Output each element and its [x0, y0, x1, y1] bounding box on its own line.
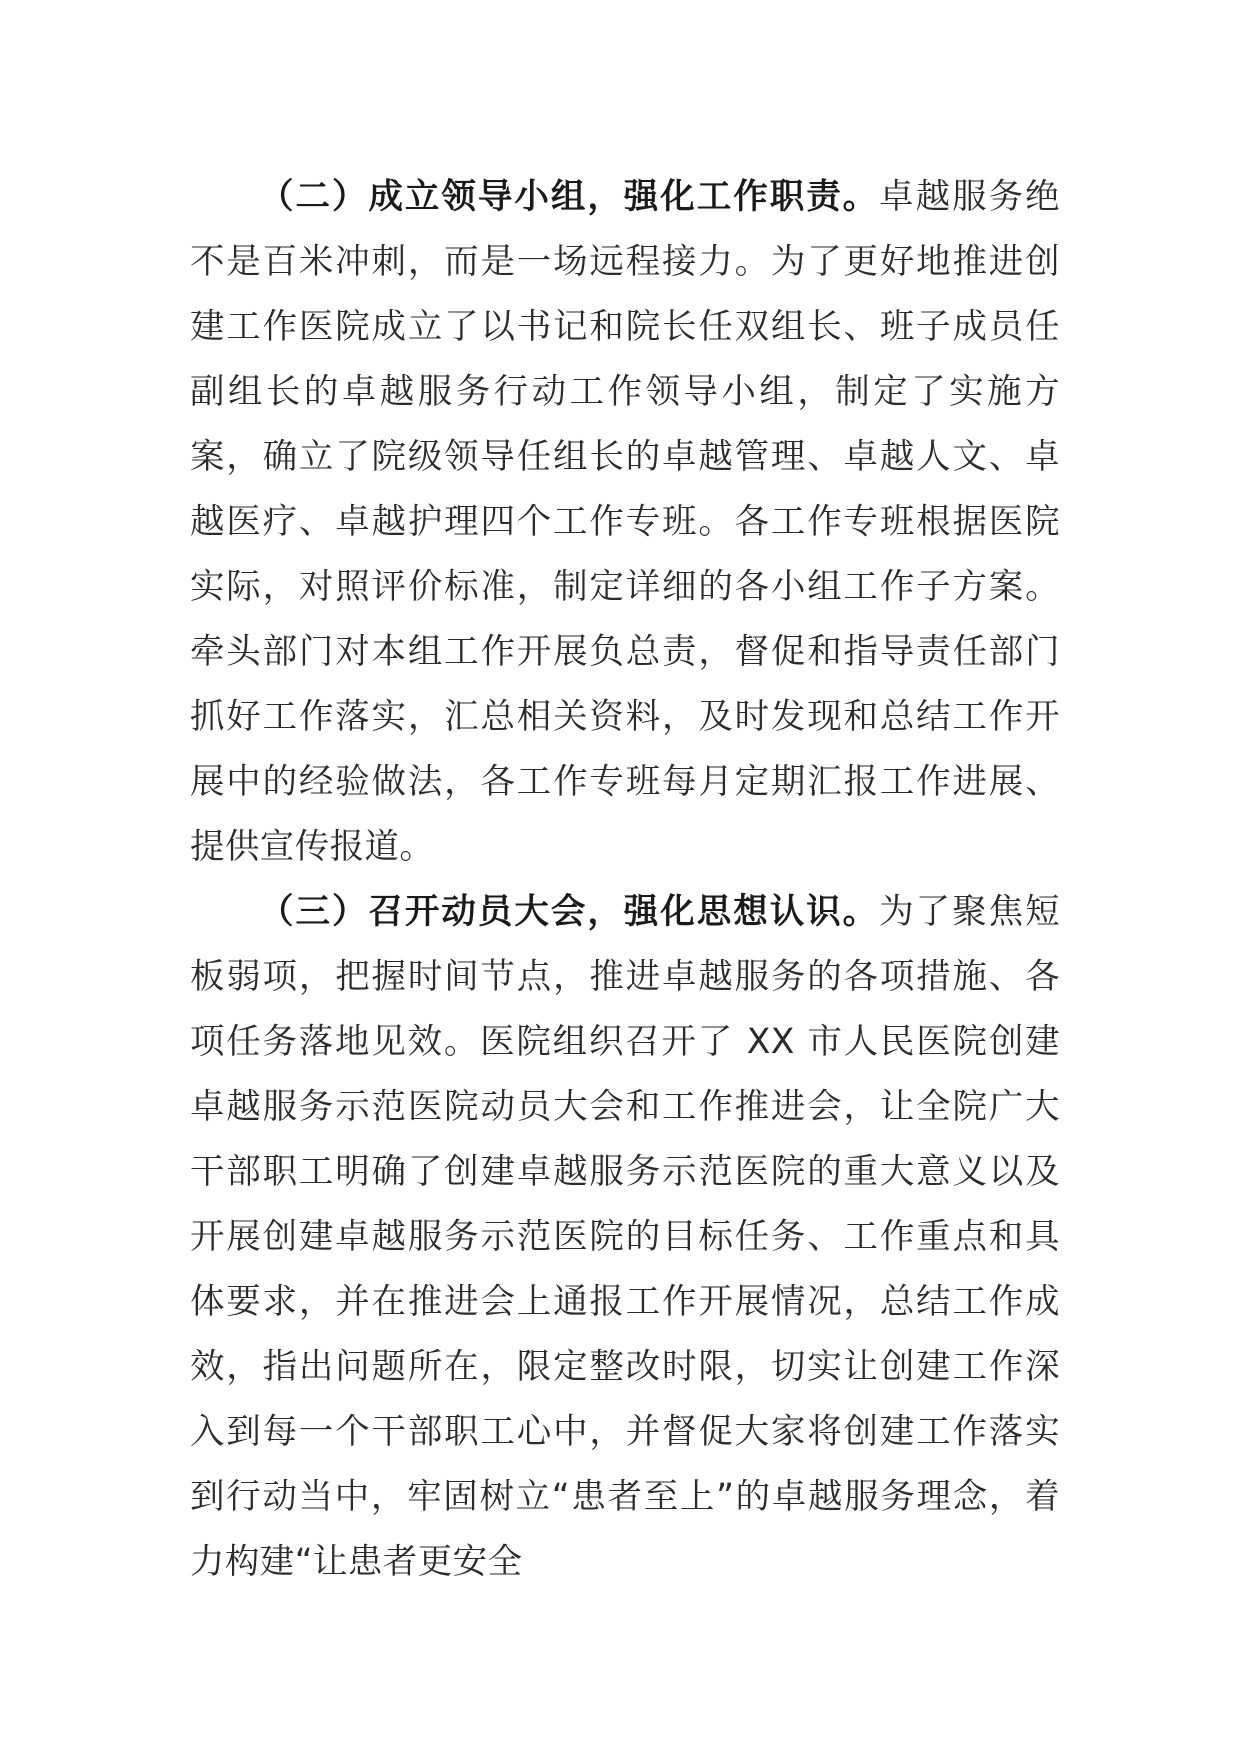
document-body [190, 165, 1060, 1595]
section-body-3: 为了聚焦短板弱项，把握时间节点，推进卓越服务的各项措施、各项任务落地见效。医院组织召开了 XX 市人民医院创建卓越服务示范医院动员大会和工作推进会，让全院广大干部职工明确了创建卓越服务示范医院的重大意义以及开展创建卓越服务示范医院的目标任务、工作重点和具体要求，并在推进会上通报工作开展情况，总结工作成效，指出问题所在，限定整改时限，切实让创建工作深入到每一个干部职工心中，并督促大家将创建工作落实到行动当中，牢固树立“患者至上”的卓越服务理念，着力构建“让患者更安全 [190, 892, 1060, 1582]
section-body-2: 卓越服务绝不是百米冲刺，而是一场远程接力。为了更好地推进创建工作医院成立了以书记和院长任双组长、班子成员任副组长的卓越服务行动工作领导小组，制定了实施方案，确立了院级领导任组长的卓越管理、卓越人文、卓越医疗、卓越护理四个工作专班。各工作专班根据医院实际，对照评价标准，制定详细的各小组工作子方案。牵头部门对本组工作开展负总责，督促和指导责任部门抓好工作落实，汇总相关资料，及时发现和总结工作开展中的经验做法，各工作专班每月定期汇报工作进展、提供宣传报道。 [190, 177, 1060, 867]
section-heading-2: （二）成立领导小组，强化工作职责。 [259, 177, 880, 217]
section-heading-3: （三）召开动员大会，强化思想认识。 [259, 892, 880, 932]
paragraph-section-2 [190, 165, 1060, 880]
paragraph-section-3 [190, 880, 1060, 1595]
